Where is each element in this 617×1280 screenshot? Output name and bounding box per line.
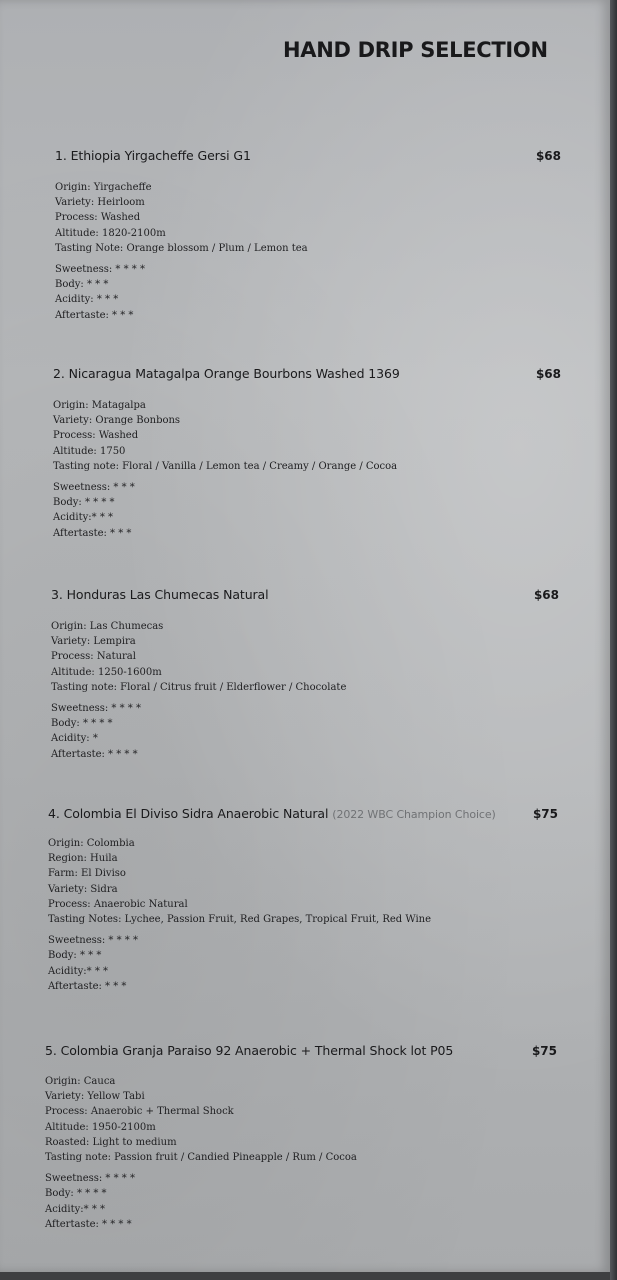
item-details [53, 398, 561, 474]
detail-variety: Variety: Orange Bonbons [53, 415, 181, 427]
rating-body: Body: * * * * [51, 718, 113, 730]
rating-sweetness: Sweetness: * * * * [45, 1173, 135, 1185]
menu-item-3 [51, 587, 559, 762]
detail-origin: Origin: Las Chumecas [51, 621, 164, 632]
rating-body: Body: * * * * [53, 497, 115, 509]
rating-sweetness: Sweetness: * * * * [48, 935, 138, 947]
detail-tasting-note: Tasting note: Floral / Citrus fruit / Elderflower / Chocolate [51, 681, 347, 693]
rating-acidity: Acidity: * [51, 733, 98, 745]
rating-aftertaste: Aftertaste: * * * * [45, 1218, 132, 1230]
detail-variety: Variety: Yellow Tabi [45, 1091, 145, 1103]
detail-tasting-note: Tasting Notes: Lychee, Passion Fruit, Red Grapes, Tropical Fruit, Red Wine [48, 914, 432, 926]
menu-title: HAND DRIP SELECTION [283, 38, 548, 62]
item-price: $68 [535, 149, 561, 163]
item-details [48, 836, 558, 927]
item-details [51, 619, 559, 695]
item-ratings [53, 480, 561, 541]
rating-acidity: Acidity:* * * [45, 1203, 106, 1215]
item-price: $75 [532, 807, 558, 821]
rating-acidity: Acidity: * * * [55, 294, 119, 306]
rating-acidity: Acidity:* * * [53, 512, 114, 524]
rating-sweetness: Sweetness: * * * * [51, 703, 141, 715]
detail-origin: Origin: Yirgacheffe [55, 182, 152, 193]
menu-item-4 [48, 806, 558, 994]
detail-origin: Origin: Cauca [45, 1076, 116, 1087]
rating-aftertaste: Aftertaste: * * * * [51, 748, 138, 760]
item-name: 4. Colombia El Diviso Sidra Anaerobic Natural (2022 WBC Champion Choice) [48, 806, 496, 821]
detail-farm: Farm: El Diviso [48, 868, 126, 880]
item-price: $68 [533, 588, 559, 602]
card-edge [610, 0, 617, 1280]
item-ratings [51, 701, 559, 762]
detail-process: Process: Anaerobic Natural [48, 898, 188, 910]
item-name: 5. Colombia Granja Paraiso 92 Anaerobic + Thermal Shock lot P05 [45, 1043, 454, 1058]
detail-tasting-note: Tasting note: Passion fruit / Candied Pineapple / Rum / Cocoa [45, 1152, 357, 1164]
detail-altitude: Altitude: 1750 [53, 445, 126, 457]
rating-sweetness: Sweetness: * * * [53, 482, 135, 494]
item-price: $68 [535, 367, 561, 381]
item-ratings [45, 1171, 557, 1232]
rating-body: Body: * * * * [45, 1188, 107, 1200]
item-ratings [55, 262, 561, 323]
detail-variety: Variety: Heirloom [55, 197, 145, 209]
detail-process: Process: Anaerobic + Thermal Shock [45, 1106, 234, 1118]
menu-item-1 [55, 148, 561, 323]
detail-origin: Origin: Matagalpa [53, 400, 146, 411]
detail-origin: Origin: Colombia [48, 838, 135, 849]
rating-aftertaste: Aftertaste: * * * [55, 309, 134, 321]
item-name: 3. Honduras Las Chumecas Natural [51, 587, 269, 602]
rating-acidity: Acidity:* * * [48, 965, 109, 977]
menu-item-5 [45, 1043, 557, 1232]
item-name: 2. Nicaragua Matagalpa Orange Bourbons Washed 1369 [53, 366, 400, 381]
rating-body: Body: * * * [55, 279, 109, 291]
detail-altitude: Altitude: 1820-2100m [55, 227, 166, 239]
item-details [45, 1074, 557, 1165]
detail-region: Region: Huila [48, 853, 118, 865]
item-name: 1. Ethiopia Yirgacheffe Gersi G1 [55, 148, 251, 163]
detail-process: Process: Washed [55, 212, 141, 224]
detail-variety: Variety: Lempira [51, 636, 136, 648]
item-price: $75 [531, 1044, 557, 1058]
detail-tasting-note: Tasting note: Floral / Vanilla / Lemon tea / Creamy / Orange / Cocoa [53, 460, 398, 472]
rating-body: Body: * * * [48, 950, 102, 962]
detail-variety: Variety: Sidra [48, 883, 118, 895]
rating-sweetness: Sweetness: * * * * [55, 264, 145, 276]
detail-altitude: Altitude: 1950-2100m [45, 1121, 156, 1133]
detail-process: Process: Washed [53, 430, 139, 442]
item-note: (2022 WBC Champion Choice) [332, 808, 496, 821]
item-details [55, 180, 561, 256]
detail-tasting-note: Tasting Note: Orange blossom / Plum / Lemon tea [55, 242, 308, 254]
menu-item-2 [53, 366, 561, 541]
rating-aftertaste: Aftertaste: * * * [53, 527, 132, 539]
detail-process: Process: Natural [51, 651, 136, 663]
detail-altitude: Altitude: 1250-1600m [51, 666, 162, 678]
item-ratings [48, 933, 558, 994]
rating-aftertaste: Aftertaste: * * * [48, 980, 127, 992]
detail-roasted: Roasted: Light to medium [45, 1136, 177, 1148]
